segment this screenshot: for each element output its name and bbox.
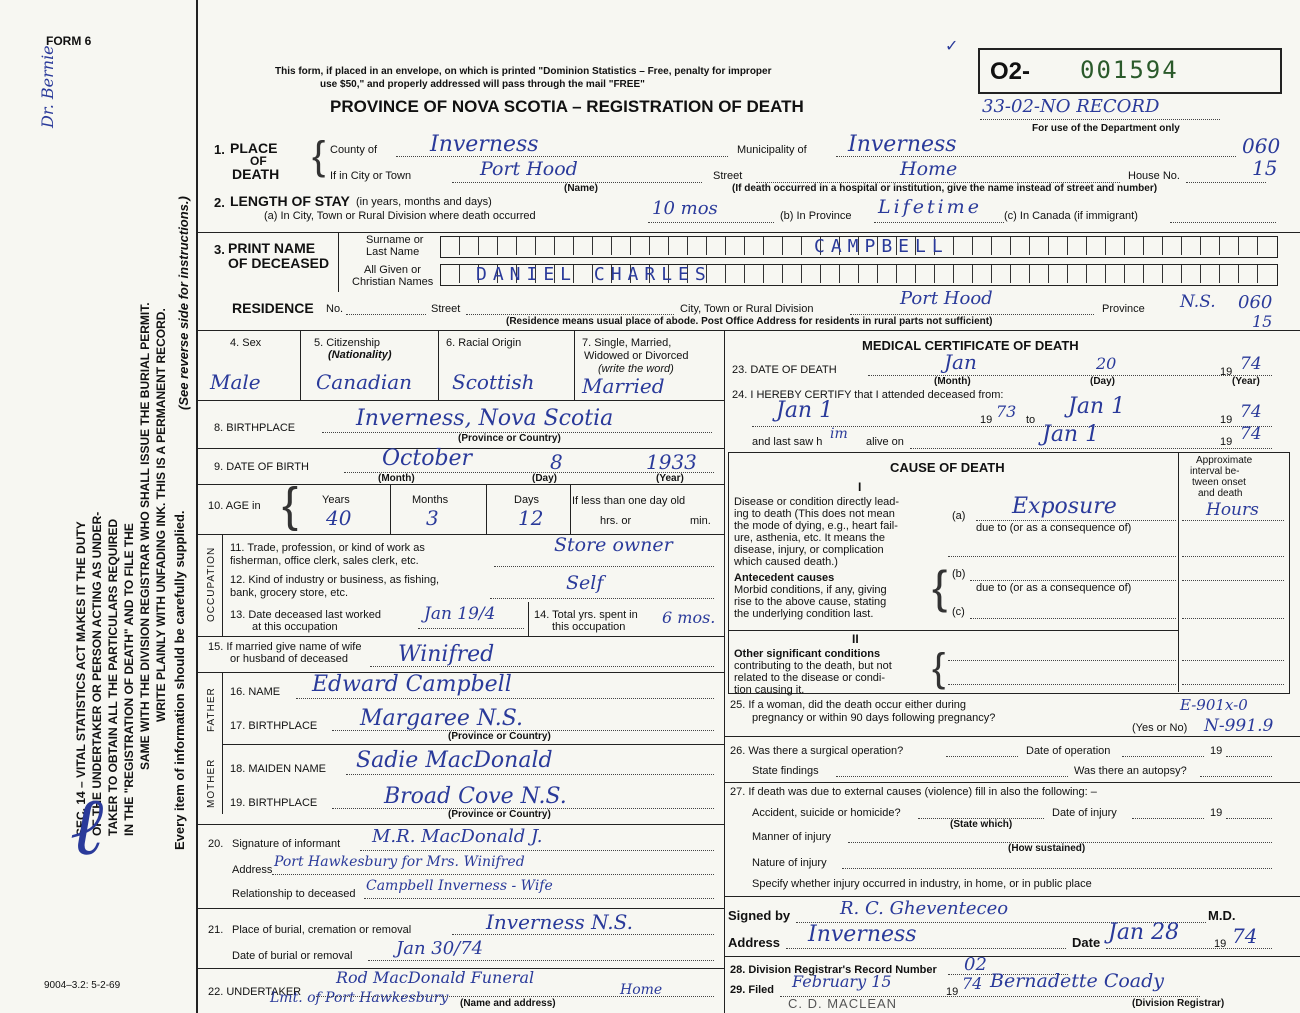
stay-b-label: (b) In Province [780, 210, 852, 222]
letter-cell-divider [763, 237, 764, 255]
alive-year-prefix: 19 [1220, 436, 1233, 448]
surname-value: CAMPBELL [814, 236, 949, 257]
informant-relationship-value: Campbell Inverness - Wife [366, 878, 553, 894]
direct-4: ure, asthenia, etc. It means the [734, 532, 886, 544]
marital-label-3: (write the word) [598, 363, 674, 375]
given-value: DANIEL CHARLES [476, 264, 712, 285]
cause-c-label: (c) [952, 606, 965, 618]
letter-cell-divider [1048, 237, 1049, 255]
q27-specify: Specify whether injury occurred in industry, in home, or in public place [752, 878, 1092, 890]
letter-cell-divider [1105, 237, 1106, 255]
mother-maiden-label: 18. MAIDEN NAME [230, 763, 326, 775]
citizenship-sub: (Nationality) [328, 349, 392, 361]
q27-manner: Manner of injury [752, 831, 831, 843]
letter-cell-divider [706, 237, 707, 255]
letter-cell-divider [554, 237, 555, 255]
letter-cell-divider [611, 237, 612, 255]
letter-cell-divider [1238, 265, 1239, 283]
death-year-caption: (Year) [1232, 376, 1260, 387]
given-label-2: Christian Names [352, 276, 434, 288]
residence-city-label: City, Town or Rural Division [680, 303, 814, 315]
residence-street-label: Street [431, 303, 461, 315]
age-months-label: Months [412, 494, 449, 506]
last-worked-label-2: at this occupation [252, 621, 338, 633]
stay-a-label: (a) In City, Town or Rural Division where death occurred [264, 210, 536, 222]
age-less-than: If less than one day old [572, 495, 686, 507]
city-label: If in City or Town [330, 170, 412, 182]
marital-label-2: Widowed or Divorced [584, 350, 689, 362]
age-months-value: 3 [426, 506, 439, 530]
death-date-year-prefix: 19 [1220, 366, 1233, 378]
alive-year: 74 [1240, 424, 1262, 444]
informant-relationship-label: Relationship to deceased [232, 888, 356, 900]
registration-number: 001594 [1080, 56, 1179, 84]
spouse-value: Winifred [398, 642, 495, 667]
certify-to-year: 74 [1240, 402, 1262, 422]
letter-cell-divider [1029, 265, 1030, 283]
q27-accident: Accident, suicide or homicide? [752, 807, 901, 819]
trade-label-1: 11. Trade, profession, or kind of work as [230, 542, 425, 554]
stay-a-value: 10 mos [652, 198, 718, 219]
street-label: Street [713, 170, 743, 182]
stay-num: 2. [214, 195, 225, 210]
burial-num: 21. [208, 924, 224, 936]
registrar-filed-year: 74 [962, 974, 983, 993]
letter-cell-divider [1200, 237, 1201, 255]
certify-label: 24. I HEREBY CERTIFY that I attended deceased from: [732, 389, 1004, 401]
antecedent-2: Morbid conditions, if any, giving [734, 584, 887, 596]
letter-cell-divider [516, 237, 517, 255]
check-mark-icon: ✓ [945, 36, 959, 55]
certify-to-year-prefix: 19 [1220, 414, 1233, 426]
cause-b-label: (b) [952, 568, 966, 580]
informant-address-label: Address [232, 864, 273, 876]
other-4: tion causing it. [734, 684, 805, 696]
informant-address-value: Port Hawkesbury for Mrs. Winifred [274, 854, 525, 870]
letter-cell-divider [763, 265, 764, 283]
place-label-1: PLACE [230, 140, 278, 156]
stay-b-value: Lifetime [878, 196, 982, 218]
letter-cell-divider [1219, 237, 1220, 255]
direct-3: the mode of dying, e.g., heart fail- [734, 520, 898, 532]
citizenship-label: 5. Citizenship [314, 337, 381, 349]
residence-province-label: Province [1102, 303, 1145, 315]
q27-injury-year: 19 [1210, 807, 1223, 819]
place-label-2: OF [250, 154, 267, 168]
envelope-note-1: This form, if placed in an envelope, on which is printed "Dominion Statistics – Free, penalty for improper [275, 66, 772, 77]
letter-cell-divider [801, 237, 802, 255]
dob-month: October [382, 446, 473, 471]
registrar-record-value: 02 [964, 954, 987, 975]
direct-2: ing to death (This does not mean [734, 508, 895, 520]
last-saw-hw: im [830, 426, 848, 442]
antecedent-1: Antecedent causes [734, 572, 835, 584]
letter-cell-divider [1143, 237, 1144, 255]
dob-day-caption: (Day) [532, 473, 558, 484]
father-name-label: 16. NAME [230, 686, 281, 698]
other-3: related to the disease or condi- [734, 672, 886, 684]
letter-cell-divider [630, 237, 631, 255]
letter-cell-divider [1010, 237, 1011, 255]
signed-address-label: Address [728, 935, 781, 950]
q26-op-year: 19 [1210, 745, 1223, 757]
name-label-1: PRINT NAME [228, 240, 316, 256]
racial-label: 6. Racial Origin [446, 337, 522, 349]
birthplace-value: Inverness, Nova Scotia [356, 406, 614, 431]
occupation-side-label: OCCUPATION [206, 546, 217, 622]
letter-cell-divider [1086, 237, 1087, 255]
letter-cell-divider [1162, 237, 1163, 255]
total-yrs-label-1: 14. Total yrs. spent in [534, 609, 638, 621]
letter-cell-divider [459, 237, 460, 255]
letter-cell-divider [668, 237, 669, 255]
place-label-3: DEATH [232, 166, 280, 182]
letter-cell-divider [459, 265, 460, 283]
cause-a-value: Exposure [1012, 494, 1117, 519]
letter-cell-divider [744, 265, 745, 283]
letter-cell-divider [573, 237, 574, 255]
registrar-signature: Bernadette Coady [990, 970, 1165, 992]
registrar-record-label: 28. Division Registrar's Record Number [730, 964, 937, 976]
age-days-value: 12 [518, 506, 544, 530]
registration-prefix: O2- [990, 58, 1031, 85]
q27-nature: Nature of injury [752, 857, 827, 869]
letter-cell-divider [1124, 237, 1125, 255]
informant-num: 20. [208, 838, 224, 850]
letter-cell-divider [1029, 237, 1030, 255]
dept-use-caption: For use of the Department only [1032, 123, 1180, 134]
letter-cell-divider [1086, 265, 1087, 283]
signed-label: Signed by [728, 908, 791, 923]
cause-part-i: I [858, 480, 862, 494]
form-title: PROVINCE OF NOVA SCOTIA – REGISTRATION OF DEATH [330, 97, 804, 116]
dob-month-caption: (Month) [378, 473, 415, 484]
envelope-note-2: use $50," and properly addressed will pass through the mail "FREE" [320, 79, 645, 90]
birthplace-caption: (Province or Country) [458, 433, 561, 444]
stay-label: LENGTH OF STAY [230, 193, 350, 209]
signed-address-value: Inverness [808, 922, 917, 947]
side-text-line3: TAKER TO OBTAIN ALL THE PARTICULARS REQUIRED [106, 518, 120, 836]
industry-value: Self [566, 572, 604, 594]
informant-signature-value: M.R. MacDonald J. [372, 826, 543, 847]
other-2: contributing to the death, but not [734, 660, 892, 672]
letter-cell-divider [592, 237, 593, 255]
surname-label-2: Last Name [366, 246, 420, 258]
letter-cell-divider [858, 265, 859, 283]
q26-op-date: Date of operation [1026, 745, 1111, 757]
registrar-caption: (Division Registrar) [1132, 998, 1225, 1009]
burial-date-label: Date of burial or removal [232, 950, 353, 962]
residence-label: RESIDENCE [232, 300, 314, 316]
birthplace-label: 8. BIRTHPLACE [214, 422, 296, 434]
form-label: FORM 6 [46, 34, 92, 48]
hospital-note: (If death occurred in a hospital or institution, give the name instead of street and number) [732, 183, 1158, 194]
side-text-line1: SEC. 14 – VITAL STATISTICS ACT MAKES IT THE DUTY [74, 521, 88, 836]
letter-cell-divider [478, 237, 479, 255]
letter-cell-divider [782, 265, 783, 283]
signed-date-year: 74 [1232, 924, 1258, 948]
death-date-label: 23. DATE OF DEATH [732, 364, 837, 376]
margin-initial-mark: ℓ [70, 780, 104, 873]
age-years-label: Years [322, 494, 350, 506]
letter-cell-divider [1124, 265, 1125, 283]
mother-maiden-value: Sadie MacDonald [356, 748, 553, 773]
letter-cell-divider [1143, 265, 1144, 283]
letter-cell-divider [1181, 265, 1182, 283]
mother-birthplace-label: 19. BIRTHPLACE [230, 797, 318, 809]
residence-city-value: Port Hood [900, 288, 993, 309]
q26-findings: State findings [752, 765, 819, 777]
letter-cell-divider [1257, 265, 1258, 283]
industry-label-1: 12. Kind of industry or business, as fishing, [230, 574, 440, 586]
trade-value: Store owner [554, 534, 673, 556]
undertaker-caption: (Name and address) [460, 998, 556, 1009]
registrar-stamp: C. D. MACLEAN [788, 996, 898, 1011]
cause-a-interval: Hours [1206, 500, 1259, 520]
registrar-filed-label: 29. Filed [730, 984, 775, 996]
citizenship-value: Canadian [316, 370, 413, 394]
alive-value: Jan 1 [1042, 422, 1100, 447]
residence-code-1: 060 [1238, 292, 1273, 313]
residence-province-value: N.S. [1180, 292, 1216, 312]
death-day-caption: (Day) [1090, 376, 1116, 387]
side-text-line5: SAME WITH THE DIVISION REGISTRAR WHO SHALL ISSUE THE BURIAL PERMIT. [138, 302, 152, 770]
signed-value: R. C. Gheventeceo [840, 898, 1009, 919]
letter-cell-divider [991, 237, 992, 255]
letter-cell-divider [1067, 237, 1068, 255]
trade-label-2: fisherman, office clerk, sales clerk, etc. [230, 555, 419, 567]
q26-autopsy: Was there an autopsy? [1074, 765, 1187, 777]
name-caption: (Name) [564, 183, 598, 194]
signed-md: M.D. [1208, 908, 1236, 923]
letter-cell-divider [877, 265, 878, 283]
given-label-1: All Given or [364, 264, 421, 276]
residence-code-2: 15 [1252, 312, 1273, 331]
death-registration-form: FORM 6 This form, if placed in an envelope, on which is printed "Dominion Statistics – Free, penalty for improper use $50," and properly addressed will pass through the mail "FREE" PROVINCE OF NOVA SCOTIA – REGISTRATION OF DEATH O2- 001594 33-02-NO RECORD For use of the Department only ✓ Dr. Bernie SEC. 14 – VITAL STATISTICS ACT MAKES IT THE DUTY OF THE UNDERTAKER OR PERSON ACTING AS UNDER- TAKER TO OBTAIN ALL THE PARTICULARS REQUIRED IN THE "REGISTRATION OF DEATH" AND TO FILE THE SAME WITH THE DIVISION REGISTRAR WHO SHALL ISSUE THE BURIAL PERMIT. WRITE PLAINLY WITH UNFADING INK. THIS IS A PERMANENT RECORD. Every item of information should be carefully supplied. (See reverse side for instructions.) ℓ 1. PLACE OF DEATH { County of Inverness Municipality of Inverness 060 If in City or Town Port Hood (Name) Street Home House No. 15 (If death occurred in a hospital or institution, give the name instead of street and number) 2. LENGTH OF STAY (in years, months and days) (a) In City, Town or Rural Division where death occurred 10 mos (b) In Province Lifetime (c) In Canada (if immigrant) 3. PRINT NAME OF DECEASED Surname or Last Name All Given or Christian Names CAMPBELL DANIEL CHARLES RESIDENCE No. Street City, Town or Rural Division Port Hood Province N.S. 060 15 (Residence means usual place of abode. Post Office Address for residents in rural parts not sufficient) 4. Sex Male 5. Citizenship (Nationality) Canadian 6. Racial Origin Scottish 7. Single, Married, Widowed or Divorced (write the word) Married 8. BIRTHPLACE Inverness, Nova Scotia (Province or Country) 9. DATE OF BIRTH October 8 1933 (Month) (Day) (Year) 10. AGE in { Years 40 Months 3 Days 12 If less than one day old hrs. or min. OCCUPATION 11. Trade, profession, or kind of work as fisherman, office clerk, sales clerk, etc. Store owner 12. Kind of industry or business, as fishing, bank, grocery store, etc. Self 13. Date deceased last worked at this occupation Jan 19/4 14. Total yrs. spent in this occupation 6 mos. 15. If married give name of wife or husband of deceased Winifred FATHER 16. NAME Edward Campbell 17. BIRTHPLACE Margaree N.S. (Province or Country) MOTHER 18. MAIDEN NAME Sadie MacDonald 19. BIRTHPLACE Broad Cove N.S. (Province or Country) 20. Signature of informant M.R. MacDonald J. Address Port Hawkesbury for Mrs. Winifred Relationship to deceased Campbell Inverness - Wife 21. Place of burial, cremation or removal Inverness N.S. Date of burial or removal Jan 30/74 22. UNDERTAKER Rod MacDonald Funeral Home Lmt. of Port Hawkesbury (Name and address) 9004–3.2: 5-2-69 MEDICAL CERTIFICATE OF DEATH 23. DATE OF DEATH Jan 20 19 74 (Month) (Day) (Year) 24. I HEREBY CERTIFY that I attended deceased from: Jan 1 19 73 to Jan 1 19 74 and last saw h im alive on Jan 1 19 74 CAUSE OF DEATH Approximate interval be- tween onset and death I Disease or condition directly lead- ing to death (This does not mean the mode of dying, e.g., heart fail- ure, asthenia, etc. It means the disease, injury, or complication which caused death.) (a) Exposure Hours due to (or as a consequence of) Antecedent causes Morbid conditions, if any, giving rise to the above cause, stating the underlying condition last. { (b) due to (or as a consequence of) (c) II Other significant conditions contributing to the death, but not related to the disease or condi- tion causing it. { 25. If a woman, did the death occur either during pregnancy or within 90 days following pregnancy? E-901x-0 (Yes or No) N-991.9 26. Was there a surgical operation? Date of operation 19 State findings Was there an autopsy? 27. If death was due to external causes (violence) fill in also the following: – Accident, suicide or homicide? (State which) Date of injury 19 Manner of injury (How sustained) Nature of injury Specify whether injury occurred in industry, in home, or in public place Signed by R. C. Gheventeceo M.D. Address Inverness Date Jan 28 19 74 28. Division Registrar's Record Number 02 29. Filed February 15 19 74 Bernadette Coady (Division Registrar) C. D. MACLEAN [0, 0, 1300, 1013]
certify-to-value: Jan 1 [1068, 394, 1126, 419]
undertaker-label: 22. UNDERTAKER [208, 986, 302, 998]
letter-cell-divider [896, 265, 897, 283]
certify-from-year-prefix: 19 [980, 414, 993, 426]
alive-on-label: alive on [866, 436, 904, 448]
house-value: 15 [1252, 156, 1278, 180]
direct-5: disease, injury, or complication [734, 544, 884, 556]
side-text-line4: IN THE "REGISTRATION OF DEATH" AND TO FILE THE [122, 523, 136, 836]
signed-date-label: Date [1072, 935, 1101, 950]
age-years-value: 40 [326, 506, 352, 530]
last-saw-label: and last saw h [752, 436, 823, 448]
certify-to-label: to [1026, 414, 1036, 426]
q27-state-which: (State which) [950, 819, 1013, 830]
industry-label-2: bank, grocery store, etc. [230, 587, 348, 599]
stay-c-label: (c) In Canada (if immigrant) [1004, 210, 1138, 222]
print-code: 9004–3.2: 5-2-69 [44, 980, 121, 991]
age-min: min. [690, 515, 711, 527]
cause-a-label: (a) [952, 510, 966, 522]
margin-note: Dr. Bernie [38, 45, 57, 128]
letter-cell-divider [839, 265, 840, 283]
residence-note: (Residence means usual place of abode. Post Office Address for residents in rural parts not sufficient) [506, 316, 993, 327]
registrar-filed-year-prefix: 19 [946, 986, 959, 998]
racial-value: Scottish [452, 370, 535, 394]
death-month-caption: (Month) [934, 376, 971, 387]
mother-caption: (Province or Country) [448, 809, 551, 820]
burial-place-value: Inverness N.S. [486, 910, 634, 934]
place-num: 1. [214, 142, 225, 157]
interval-header-3: tween onset [1192, 477, 1246, 488]
medical-header: MEDICAL CERTIFICATE OF DEATH [862, 338, 1079, 353]
letter-cell-divider [1181, 237, 1182, 255]
letter-cell-divider [782, 237, 783, 255]
death-date-year: 74 [1240, 354, 1262, 374]
municipality-label: Municipality of [737, 144, 807, 156]
cause-due-to-b: due to (or as a consequence of) [976, 582, 1132, 594]
letter-cell-divider [953, 265, 954, 283]
letter-cell-divider [934, 265, 935, 283]
total-yrs-value: 6 mos. [662, 608, 716, 627]
age-hrs: hrs. or [600, 515, 632, 527]
cause-part-ii: II [852, 632, 859, 646]
letter-cell-divider [1105, 265, 1106, 283]
letter-cell-divider [915, 265, 916, 283]
county-label: County of [330, 144, 378, 156]
direct-1: Disease or condition directly lead- [734, 496, 900, 508]
other-1: Other significant conditions [734, 648, 881, 660]
q25-code: N-991.9 [1204, 716, 1274, 736]
street-value: Home [900, 158, 958, 180]
q27-how-sustained: (How sustained) [1008, 843, 1086, 854]
undertaker-value-1: Rod MacDonald Funeral [336, 968, 535, 987]
interval-header-2: interval be- [1190, 466, 1240, 477]
sex-value: Male [210, 370, 261, 394]
cause-header: CAUSE OF DEATH [890, 460, 1005, 475]
letter-cell-divider [1238, 237, 1239, 255]
q25-line2: pregnancy or within 90 days following pregnancy? [752, 712, 996, 724]
registrar-filed-value: February 15 [792, 972, 892, 991]
stay-label-suffix: (in years, months and days) [356, 196, 492, 208]
marital-label-1: 7. Single, Married, [582, 337, 672, 349]
mother-birthplace-value: Broad Cove N.S. [384, 784, 567, 809]
father-birthplace-label: 17. BIRTHPLACE [230, 720, 318, 732]
age-days-label: Days [514, 494, 540, 506]
dob-year-caption: (Year) [656, 473, 684, 484]
side-text-every-item: Every item of information should be carefully supplied. [172, 510, 187, 850]
city-value: Port Hood [480, 158, 578, 180]
letter-cell-divider [725, 237, 726, 255]
antecedent-4: the underlying condition last. [734, 608, 874, 620]
q27: 27. If death was due to external causes (violence) fill in also the following: – [730, 786, 1097, 798]
letter-cell-divider [1200, 265, 1201, 283]
letter-cell-divider [649, 237, 650, 255]
death-date-month: Jan [944, 350, 977, 374]
name-label-2: OF DECEASED [228, 255, 330, 271]
letter-cell-divider [1219, 265, 1220, 283]
undertaker-value-3: Lmt. of Port Hawkesbury [270, 990, 449, 1006]
undertaker-value-2: Home [620, 982, 663, 998]
last-worked-value: Jan 19/4 [424, 604, 496, 624]
municipality-code: 060 [1242, 134, 1281, 158]
informant-signature-label: Signature of informant [232, 838, 341, 850]
father-birthplace-value: Margaree N.S. [360, 706, 524, 731]
cause-due-to-a: due to (or as a consequence of) [976, 522, 1132, 534]
signed-date-value: Jan 28 [1108, 920, 1180, 945]
letter-cell-divider [535, 237, 536, 255]
name-num: 3. [214, 242, 225, 257]
residence-no-label: No. [326, 303, 344, 315]
spouse-label-1: 15. If married give name of wife [208, 641, 362, 653]
mother-side-label: MOTHER [206, 758, 217, 808]
letter-cell-divider [972, 265, 973, 283]
municipality-value: Inverness [848, 132, 957, 157]
burial-date-value: Jan 30/74 [396, 938, 484, 959]
age-label: 10. AGE in [208, 500, 261, 512]
county-value: Inverness [430, 132, 539, 157]
registration-note: 33-02-NO RECORD [982, 96, 1160, 117]
dob-year: 1933 [646, 450, 697, 474]
marital-value: Married [582, 374, 665, 398]
direct-6: which caused death.) [734, 556, 838, 568]
total-yrs-label-2: this occupation [552, 621, 626, 633]
letter-cell-divider [687, 237, 688, 255]
burial-place-label: Place of burial, cremation or removal [232, 924, 412, 936]
side-text-line6: WRITE PLAINLY WITH UNFADING INK. THIS IS A PERMANENT RECORD. [154, 308, 168, 722]
letter-cell-divider [801, 265, 802, 283]
q25-hw: E-901x-0 [1180, 696, 1248, 714]
letter-cell-divider [991, 265, 992, 283]
letter-cell-divider [820, 265, 821, 283]
dob-label: 9. DATE OF BIRTH [214, 461, 309, 473]
q25-yesno: (Yes or No) [1132, 722, 1188, 734]
father-caption: (Province or Country) [448, 731, 551, 742]
signed-date-year-prefix: 19 [1214, 938, 1227, 950]
side-text-reverse: (See reverse side for instructions.) [176, 196, 191, 410]
letter-cell-divider [953, 237, 954, 255]
letter-cell-divider [1162, 265, 1163, 283]
certify-from-value: Jan 1 [776, 398, 834, 423]
q27-injury-date: Date of injury [1052, 807, 1117, 819]
dob-day: 8 [550, 450, 563, 474]
father-name-value: Edward Campbell [312, 672, 512, 697]
last-worked-label-1: 13. Date deceased last worked [230, 609, 382, 621]
house-label: House No. [1128, 170, 1180, 182]
death-date-day: 20 [1096, 354, 1117, 373]
letter-cell-divider [744, 237, 745, 255]
letter-cell-divider [1010, 265, 1011, 283]
letter-cell-divider [972, 237, 973, 255]
letter-cell-divider [1048, 265, 1049, 283]
certify-from-year: 73 [996, 402, 1017, 421]
spouse-label-2: or husband of deceased [230, 653, 349, 665]
father-side-label: FATHER [206, 687, 217, 732]
q25-line1: 25. If a woman, did the death occur either during [730, 699, 967, 711]
antecedent-3: rise to the above cause, stating [734, 596, 887, 608]
letter-cell-divider [497, 237, 498, 255]
letter-cell-divider [725, 265, 726, 283]
q26: 26. Was there a surgical operation? [730, 745, 904, 757]
side-text-line2: OF THE UNDERTAKER OR PERSON ACTING AS UNDER- [90, 511, 104, 836]
letter-cell-divider [1257, 237, 1258, 255]
sex-label: 4. Sex [230, 337, 262, 349]
interval-header-4: and death [1198, 488, 1243, 499]
surname-label-1: Surname or [366, 234, 424, 246]
interval-header-1: Approximate [1196, 455, 1253, 466]
letter-cell-divider [1067, 265, 1068, 283]
